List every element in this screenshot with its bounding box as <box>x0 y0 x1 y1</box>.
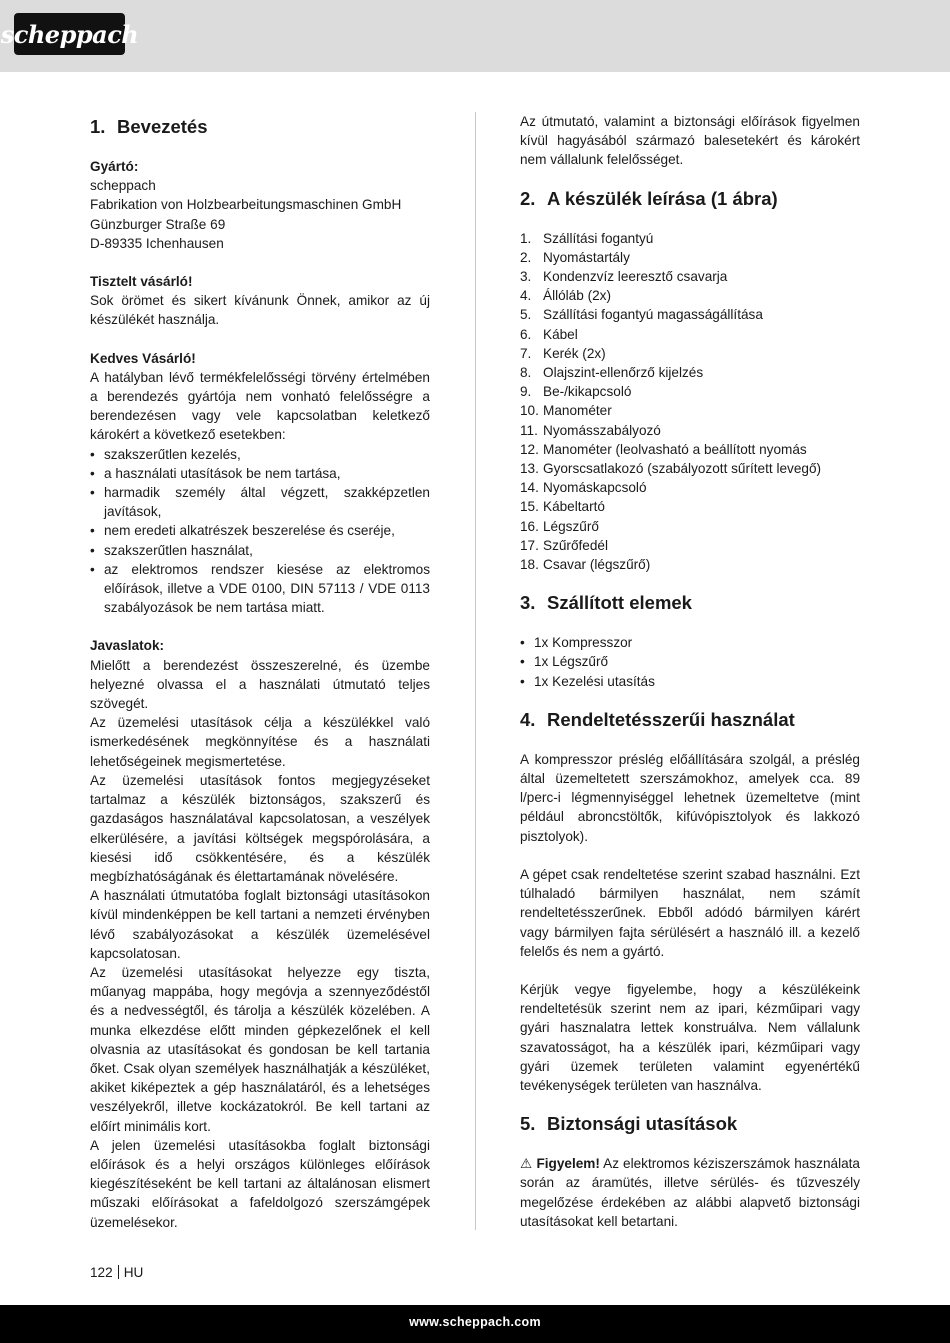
list-item: 14. Nyomáskapcsoló <box>520 480 647 496</box>
section-2-heading: 2. A készülék leírása (1 ábra) <box>520 187 778 209</box>
list-item: 3. Kondenzvíz leeresztő csavarja <box>520 269 728 285</box>
kind-buyer-label: Kedves Vásárló! <box>90 350 196 366</box>
list-item: 11. Nyomásszabályozó <box>520 422 661 438</box>
manufacturer-line: scheppach <box>90 178 156 194</box>
manufacturer-label: Gyártó: <box>90 159 139 174</box>
list-item: 9. Be-/kikapcsoló <box>520 384 632 400</box>
list-item: 7. Kerék (2x) <box>520 345 606 361</box>
kind-buyer-text: A hatályban lévő termékfelelősségi törvény értelmében a berendezés gyártója nem vonható felelősségre a berendezésen vagy vele kapcsolatban keletkező károkért a következő esetekben: <box>90 369 430 443</box>
column-divider <box>475 112 476 1230</box>
delivery-list <box>520 633 860 691</box>
page-number: 122 <box>90 1265 113 1280</box>
intended-use-paragraph: A gépet csak rendeltetése szerint szabad használni. Ezt túlhaladó bármilyen használat, nem számít rendeltetésszerűnek. Ebből adódó bármilyen kárért vagy bármilyen fajta sérülésért a használó ill. a kezelő felelős és nem a gyártó. <box>520 866 860 959</box>
language-code: HU <box>123 1265 144 1280</box>
section-5-heading: 5. Biztonsági utasítások <box>520 1113 738 1135</box>
liability-list <box>90 445 430 618</box>
left-column <box>90 112 430 1232</box>
list-item: 8. Olajszint-ellenőrző kijelzés <box>520 365 704 381</box>
list-item: • 1x Kezelési utasítás <box>520 672 860 691</box>
header-bar <box>0 0 950 72</box>
list-item: 2. Nyomástartály <box>520 249 630 265</box>
list-item: • szakszerűtlen használat, <box>90 541 430 560</box>
warning-text: Az elektromos kéziszerszámok használata során az áramütés, illetve sérülés- és tűzveszély megelőzése érdekében az alábbi alapvető biztonsági utasításokat kell betartani. <box>520 1156 860 1229</box>
list-item: 4. Állóláb (2x) <box>520 288 611 304</box>
recommendation-paragraph: Mielőtt a berendezést összeszerelné, és üzembe helyezné olvassa el a használati útmutató teljes szövegét. <box>90 657 430 712</box>
list-item: 16. Légszűrő <box>520 518 599 534</box>
recommendations-label: Javaslatok: <box>90 638 165 654</box>
list-item: • nem eredeti alkatrészek beszerelése és cseréje, <box>90 521 430 540</box>
section-3-heading: 3. Szállított elemek <box>520 592 692 614</box>
list-item: 5. Szállítási fogantyú magasságállítása <box>520 307 763 323</box>
section-4-heading: 4. Rendeltetésszerűi használat <box>520 708 795 730</box>
intended-use-paragraph: A kompresszor préslég előállítására szolgál, a préslég által üzemeltetett szerszámokhoz, amelyek cca. 89 l/perc-i légmennyiséggel lehetnek üzemeltetve (mint például abroncstöltők, kifúvópisztolyok és lakkozó pisztolyok). <box>520 751 860 844</box>
liability-disclaimer: Az útmutató, valamint a biztonsági előírások figyelmen kívül hagyásából származó balesetekért és károkért nem vállalunk felelősséget. <box>520 114 860 168</box>
list-item: • 1x Kompresszor <box>520 633 860 652</box>
recommendation-paragraph: Az üzemelési utasítások fontos megjegyzéseket tartalmaz a készülék biztonságos, szakszerű és gazdaságos használatával kapcsolatosan, a veszélyek elkerülésére, a javítási költségek megspórolására, a kiesési idő csökkentésére, és a készülék megbízhatóságának és élettartamának növelésére. <box>90 772 430 884</box>
list-item: • a használati utasítások be nem tartása, <box>90 464 430 483</box>
list-item: 13. Gyorscsatlakozó (szabályozott sűrített levegő) <box>520 461 822 477</box>
list-item: 15. Kábeltartó <box>520 499 605 515</box>
parts-list <box>520 229 860 575</box>
manufacturer-line: Günzburger Straße 69 <box>90 216 226 232</box>
section-1-heading: 1. Bevezetés <box>90 116 208 137</box>
list-item: • 1x Légszűrő <box>520 652 860 671</box>
list-item: 1. Szállítási fogantyú <box>520 230 654 246</box>
footer-separator <box>118 1265 119 1279</box>
footer-bar <box>0 1305 950 1343</box>
list-item: 12. Manométer (leolvasható a beállított nyomás <box>520 441 807 457</box>
list-item: • szakszerűtlen kezelés, <box>90 445 430 464</box>
right-column <box>520 112 860 1231</box>
website-link[interactable]: www.scheppach.com <box>409 1315 541 1329</box>
recommendation-paragraph: Az üzemelési utasítások célja a készülékkel való ismerkedésének megkönnyítése és a használati lehetőségeinek megismertetése. <box>90 715 430 769</box>
dear-customer-text: Sok örömet és sikert kívánunk Önnek, amikor az új készülékét használja. <box>90 293 430 328</box>
list-item: 10. Manométer <box>520 403 612 419</box>
warning-icon: ⚠ <box>520 1156 533 1172</box>
list-item: • az elektromos rendszer kiesése az elektromos előírások, illetve a VDE 0100, DIN 57113 / VDE 0113 szabályozások be nem tartása miatt. <box>90 560 430 618</box>
recommendation-paragraph: Az üzemelési utasításokat helyezze egy tiszta, műanyag mappába, hogy megóvja a szennyeződéstől és a nedvességtől, és tárolja a készülék közelében. A munka elkezdése előtt minden gépkezelőnek el kell olvasnia az utasításokat és gondosan be kell tartania őket. Csak olyan személyek használhatják a készüléket, akiket kiképeztek a gép használatáról, és a lehetséges veszélyekről, illetve kockázatokról. Be kell tartani az előírt minimális kort. <box>90 964 430 1134</box>
page-footer <box>90 1265 143 1280</box>
dear-customer-label: Tisztelt vásárló! <box>90 274 193 290</box>
list-item: 6. Kábel <box>520 326 578 342</box>
recommendation-paragraph: A használati útmutatóba foglalt biztonsági utasításokon kívül mindenképpen be kell tartani a nemzeti érvényben lévő szabályozásokat a készülék üzemelésével kapcsolatosan. <box>90 888 430 961</box>
safety-warning <box>520 1154 860 1231</box>
scheppach-logo: scheppach <box>14 13 125 55</box>
list-item: 17. Szűrőfedél <box>520 537 608 553</box>
recommendation-paragraph: A jelen üzemelési utasításokba foglalt biztonsági előírások és a helyi országos különleges előírások kiegészítéseként be kell tartani az általánosan elismert műszaki előírásokat a fafeldolgozó szerszámgépek üzemelésekor. <box>90 1137 430 1230</box>
list-item: 18. Csavar (légszűrő) <box>520 557 651 573</box>
intended-use-paragraph: Kérjük vegye figyelembe, hogy a készülékeink rendeltetésük szerint nem az ipari, kézműipari vagy gyári hasznalatra lettek konstruálva. Nem vállalunk szavatosságot, ha a készülék ipari, kézműipari vagy gyári üzemek területen valamint egyenértékű tevékenységek területen van használva. <box>520 981 860 1093</box>
manufacturer-line: Fabrikation von Holzbearbeitungsmaschinen GmbH <box>90 197 402 213</box>
warning-label: Figyelem! <box>536 1156 600 1172</box>
list-item: • harmadik személy által végzett, szakképzetlen javítások, <box>90 483 430 521</box>
manufacturer-line: D-89335 Ichenhausen <box>90 235 224 251</box>
